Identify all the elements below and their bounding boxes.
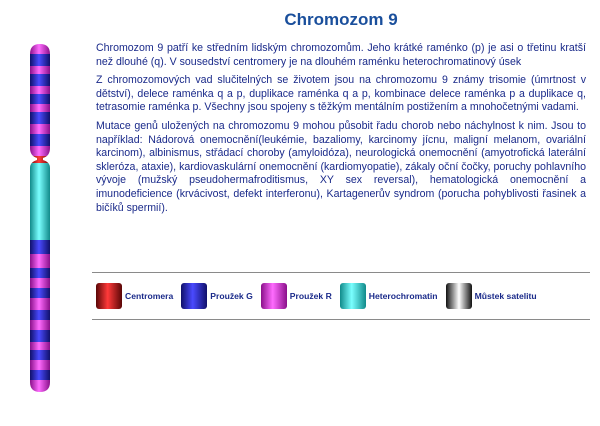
g-band-swatch-icon: [181, 283, 207, 309]
chromosome-band: [30, 146, 50, 156]
legend-label: Proužek R: [289, 291, 332, 301]
legend-item-g-band: [181, 283, 253, 309]
chromosome-band: [30, 112, 50, 124]
chromosome-band: [30, 330, 50, 342]
paragraph-defects: Z chromozomových vad slučitelných se životem jsou na chromozomu 9 známy trisomie (úmrtnost v dětství), delece raménka q a p, duplikace raménka q a p, kombinace delece raménka p a duplikace q, tetrasomie raménka p. Všechny jsou spojeny s těžkým mentálním postižením a mnohočetnými vadami.: [96, 74, 586, 114]
chromosome-band: [30, 310, 50, 320]
chromosome-band: [30, 156, 50, 163]
chromosome-band: [30, 44, 50, 54]
chromosome-band: [30, 66, 50, 74]
chromosome-band: [30, 268, 50, 278]
chromosome-band: [30, 370, 50, 380]
chromosome-band: [30, 124, 50, 134]
chromosome-band: [30, 104, 50, 112]
page-title: Chromozom 9: [284, 10, 398, 29]
legend-item-centromere: [96, 283, 173, 309]
paragraph-mutations: Mutace genů uložených na chromozomu 9 mohou působit řadu chorob nebo náchylnost k nim. Jsou to například: Nádorová onemocnění(leukémie, bazaliomy, karcinomy jícnu, maligní melanom, ovariální karcinom), albinismus, střádací choroby (amyloidóza), neurologická onemocnění (amyotrofická laterální skleróza, ataxie), kardiovaskulární onemocnění (kardiomyopatie), zákaly oční čočky, poruchy pohlavního vývoje (mužský pseudohermafroditismus, XY sex reversal), hematologická onemocnění a imunodeficience (krvácivost, defekt interferonu), Kartagenerův syndrom (porucha pohyblivosti řasinek a bičíků spermií).: [96, 119, 586, 214]
satellite-stalk-swatch-icon: [446, 283, 472, 309]
chromosome-band: [30, 240, 50, 254]
centromere-swatch-icon: [96, 283, 122, 309]
legend-label: Centromera: [125, 291, 174, 301]
chromosome-band: [30, 74, 50, 86]
chromosome-band: [30, 94, 50, 104]
chromosome-band: [30, 134, 50, 146]
heterochromatin-swatch-icon: [340, 283, 366, 309]
chromosome-band: [30, 350, 50, 360]
chromosome-band: [30, 54, 50, 66]
chromosome-band: [30, 380, 50, 392]
legend-label: Můstek satelitu: [474, 291, 537, 301]
r-band-swatch-icon: [261, 283, 287, 309]
chromosome-svg: [30, 44, 50, 392]
chromosome-band: [30, 360, 50, 370]
chromosome-band: [30, 288, 50, 298]
legend-label: Heterochromatin: [368, 291, 438, 301]
legend-label: Proužek G: [210, 291, 253, 301]
legend-item-satellite-stalk: [446, 283, 537, 309]
legend-item-r-band: [261, 283, 332, 309]
chromosome-band: [30, 254, 50, 268]
chromosome-ideogram: [30, 44, 50, 392]
description: [96, 42, 586, 220]
legend-item-heterochromatin: [340, 283, 438, 309]
legend: [92, 272, 590, 320]
chromosome-band: [30, 163, 50, 240]
chromosome-band: [30, 320, 50, 330]
paragraph-structure: Chromozom 9 patří ke středním lidským chromozomům. Jeho krátké raménko (p) je asi o třetinu kratší než dlouhé (q). V sousedství centromery je na dlouhém raménku heterochromatinový úsek: [96, 42, 586, 68]
chromosome-band: [30, 342, 50, 350]
chromosome-band: [30, 86, 50, 94]
chromosome-band: [30, 298, 50, 310]
chromosome-band: [30, 278, 50, 288]
